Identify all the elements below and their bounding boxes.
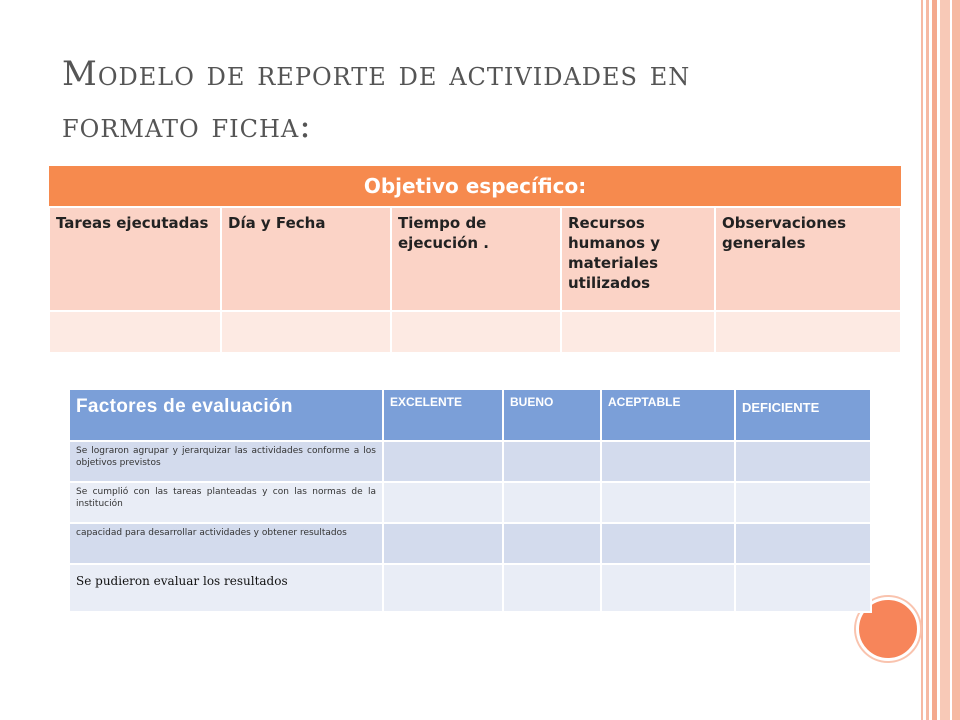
- rating-header: ACEPTABLE: [601, 389, 735, 441]
- empty-cell: [221, 311, 391, 353]
- rating-cell: [735, 482, 871, 523]
- column-header: Día y Fecha: [221, 207, 391, 311]
- rating-cell: [503, 482, 601, 523]
- slide-title: [62, 48, 862, 152]
- empty-cell: [391, 311, 561, 353]
- empty-cell: [49, 311, 221, 353]
- decor-stripe: [926, 0, 929, 720]
- decor-stripe: [940, 0, 950, 720]
- column-header: Tareas ejecutadas: [49, 207, 221, 311]
- title-line-2: formato ficha:: [62, 106, 312, 146]
- rating-cell: [503, 564, 601, 612]
- evaluation-table: [68, 388, 872, 613]
- rating-cell: [383, 564, 503, 612]
- empty-cell: [715, 311, 901, 353]
- decor-stripe: [932, 0, 937, 720]
- rating-header: DEFICIENTE: [735, 389, 871, 441]
- rating-cell: [383, 523, 503, 564]
- rating-cell: [601, 564, 735, 612]
- criterion-cell: Se cumplió con las tareas planteadas y con las normas de la institución: [69, 482, 383, 523]
- criterion-cell: capacidad para desarrollar actividades y obtener resultados: [69, 523, 383, 564]
- rating-header: BUENO: [503, 389, 601, 441]
- decor-stripe: [921, 0, 923, 720]
- rating-cell: [601, 441, 735, 482]
- rating-cell: [601, 523, 735, 564]
- objective-header: Objetivo específico:: [49, 166, 901, 207]
- empty-cell: [561, 311, 715, 353]
- column-header: Tiempo de ejecución .: [391, 207, 561, 311]
- rating-cell: [601, 482, 735, 523]
- rating-cell: [735, 441, 871, 482]
- criterion-cell: Se pudieron evaluar los resultados: [69, 564, 383, 612]
- rating-cell: [735, 523, 871, 564]
- rating-cell: [735, 564, 871, 612]
- factors-header: Factores de evaluación: [69, 389, 383, 441]
- rating-cell: [383, 482, 503, 523]
- title-line-1: Modelo de reporte de actividades en: [62, 54, 691, 94]
- column-header: Observaciones generales: [715, 207, 901, 311]
- rating-cell: [383, 441, 503, 482]
- criterion-cell: Se lograron agrupar y jerarquizar las actividades conforme a los objetivos previstos: [69, 441, 383, 482]
- rating-cell: [503, 523, 601, 564]
- decor-stripe: [952, 0, 960, 720]
- column-header: Recursos humanos y materiales utilizados: [561, 207, 715, 311]
- rating-header: EXCELENTE: [383, 389, 503, 441]
- rating-cell: [503, 441, 601, 482]
- ficha-table: [48, 166, 902, 354]
